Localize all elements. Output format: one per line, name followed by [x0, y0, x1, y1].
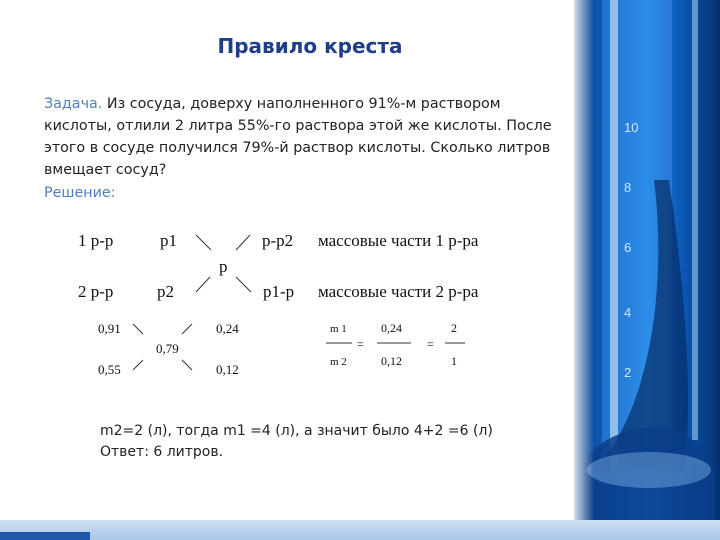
num-line-top-left — [133, 324, 143, 334]
task-text: Из сосуда, доверху наполненного 91%-м раствором кислоты, отлили 2 литра 55%-го раствора этой же кислоты. После этого в сосуде получился 79%-й раствор кислоты. Сколько литров вмещает сосуд? — [44, 96, 552, 178]
ratio-num: 2 — [451, 321, 457, 335]
num-bottom-right: 0,12 — [216, 362, 239, 377]
solution-label: Решение: — [44, 185, 116, 201]
frac-m2: m 2 — [330, 356, 347, 368]
photo-mark-2: 2 — [624, 365, 632, 380]
row1-diff: p-p2 — [262, 231, 294, 250]
num-top-left: 0,91 — [98, 321, 121, 336]
eq-1: = — [357, 337, 364, 351]
row2-p: p2 — [157, 282, 174, 301]
answer-block — [100, 421, 493, 463]
slide-title: Правило креста — [217, 34, 403, 58]
cross-line-bottom-right — [236, 277, 251, 292]
row2-desc: массовые части 2 р-ра — [318, 282, 479, 301]
photo-mark-6: 6 — [624, 240, 632, 255]
cross-line-top-right — [236, 235, 250, 250]
photo-mark-4: 4 — [624, 305, 632, 320]
num-line-bottom-left — [133, 360, 143, 370]
row2-left: 2 р-р — [78, 282, 114, 301]
answer-line-1: m2=2 (л), тогда m1 =4 (л), а значит было 4+2 =6 (л) — [100, 423, 493, 439]
num-top-right: 0,24 — [216, 321, 239, 336]
frac-den: 0,12 — [381, 354, 402, 368]
ratio-den: 1 — [451, 354, 457, 368]
num-bottom-left: 0,55 — [98, 362, 121, 377]
task-label: Задача. — [44, 96, 103, 112]
cross-line-bottom-left — [196, 277, 210, 292]
photo-mark-10: 10 — [624, 120, 639, 135]
num-line-top-right — [182, 324, 192, 334]
photo-mark-8: 8 — [624, 180, 632, 195]
row2-diff: p1-p — [263, 282, 295, 301]
cross-line-top-left — [196, 235, 211, 250]
row1-p: p1 — [160, 231, 177, 250]
num-line-bottom-right — [182, 360, 192, 370]
eq-2: = — [427, 337, 434, 351]
frac-m1: m 1 — [330, 323, 347, 335]
row1-desc: массовые части 1 р-ра — [318, 231, 479, 250]
row1-left: 1 р-р — [78, 231, 114, 250]
center-p: p — [219, 257, 228, 276]
frac-num: 0,24 — [381, 321, 402, 335]
answer-line-2: Ответ: 6 литров. — [100, 444, 224, 460]
num-center: 0,79 — [156, 341, 179, 356]
